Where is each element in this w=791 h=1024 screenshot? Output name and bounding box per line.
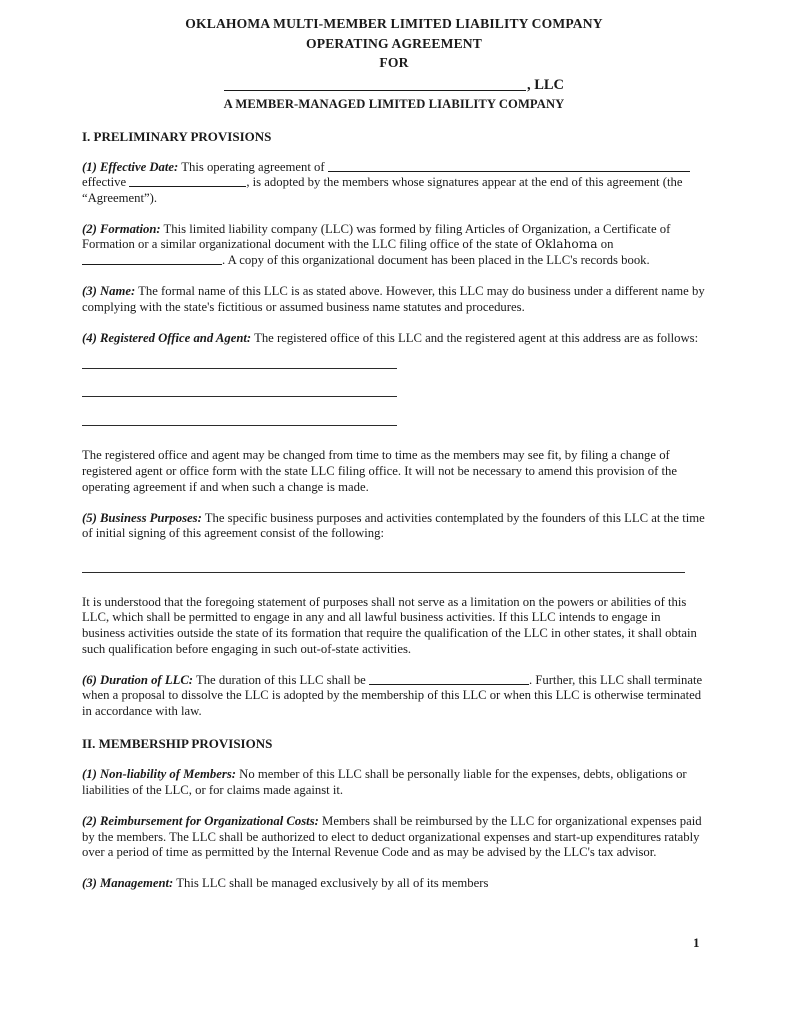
clause-reimbursement-organizational-costs: [82, 814, 706, 861]
clause-text-b: effective: [82, 175, 130, 190]
section-heading-preliminary-provisions: I. PRELIMINARY PROVISIONS: [82, 128, 272, 144]
title-block: [82, 14, 706, 112]
clause-lead-non-liability-of-members: (1) Non-liability of Members:: [82, 767, 236, 782]
spacer: [82, 799, 706, 815]
spacer: [82, 861, 706, 877]
clause-formation: [82, 222, 706, 269]
spacer: [82, 346, 706, 368]
spacer: [82, 206, 706, 222]
spacer: [82, 657, 706, 673]
spacer: [82, 426, 706, 448]
page-number: 1: [693, 935, 700, 950]
clause-text-a: This operating agreement of: [178, 159, 328, 174]
spacer: [82, 397, 706, 425]
company-name-row: [82, 75, 706, 96]
spacer: [82, 315, 706, 331]
clause-text-c: . A copy of this organizational document has been placed in the LLC's records book.: [222, 252, 650, 267]
spacer: [82, 269, 706, 285]
clause-text-a: The duration of this LLC shall be: [193, 672, 369, 687]
clause-text-a: This LLC shall be managed exclusively by all of its members: [173, 876, 489, 891]
clause-registered-office-change-note: The registered office and agent may be changed from time to time as the members may see fit, by filing a change of registered agent or office form with the state LLC filing office. It will not be necessary to amend this provision of the operating agreement if and when such a change is made.: [82, 448, 677, 494]
clause-text-a: The specific business purposes and activities contemplated by the founders of this LLC at the time of initial signing of this agreement consist of the following:: [82, 510, 705, 541]
clause-text-c: . Further, this LLC shall terminate when a proposal to dissolve the LLC is adopted by the membership of this LLC or when this LLC is otherwise terminated in accordance with law.: [82, 672, 703, 718]
clause-effective-date: [82, 160, 706, 207]
clause-lead-management: (3) Management:: [82, 876, 174, 891]
clause-lead-effective-date: (1) Effective Date:: [82, 159, 179, 174]
clause-text-b: on: [597, 237, 614, 252]
effective-date-agreement-blank[interactable]: [328, 160, 690, 172]
clause-lead-duration-of-llc: (6) Duration of LLC:: [82, 672, 194, 687]
clause-name: [82, 284, 706, 315]
duration-blank[interactable]: [369, 673, 529, 685]
spacer: [82, 144, 706, 160]
clause-lead-formation: (2) Formation:: [82, 221, 161, 236]
clause-lead-registered-office-agent: (4) Registered Office and Agent:: [82, 330, 252, 345]
clause-text-a: The registered office of this LLC and the registered agent at this address are as follows:: [251, 330, 699, 345]
document-title-line-3: FOR: [379, 55, 409, 70]
formation-date-blank[interactable]: [82, 253, 222, 265]
spacer: [82, 573, 706, 595]
clause-registered-office-agent: [82, 331, 706, 347]
spacer: [82, 542, 706, 572]
clause-lead-business-purposes: (5) Business Purposes:: [82, 510, 202, 525]
clause-business-purposes-note: It is understood that the foregoing statement of purposes shall not serve as a limitation on the powers or abilities of this LLC, which shall be permitted to engage in any and all lawful business activities. If this LLC intends to engage in business activities outside the state of its formation that require the qualification of the LLC in other states, it shall obtain such qualification before engaging in such out-of-state activities.: [82, 594, 697, 656]
formation-state-name: Oklahoma: [535, 237, 598, 252]
spacer: [82, 752, 706, 768]
clause-lead-name: (3) Name:: [82, 284, 136, 299]
spacer: [82, 495, 706, 511]
clause-business-purposes: [82, 511, 706, 542]
clause-text-a: The formal name of this LLC is as stated above. However, this LLC may do business under a different name by complying with the state's fictitious or assumed business name statutes and procedures.: [82, 284, 705, 314]
clause-text-a: This limited liability company (LLC) was formed by filing Articles of Organization, a Certificate of Formation or a similar organizational document with the LLC filing office of the state of: [82, 221, 671, 252]
document-subtitle: A MEMBER-MANAGED LIMITED LIABILITY COMPANY: [223, 96, 565, 111]
clause-text-a: Members shall be reimbursed by the LLC for organizational expenses paid by the members. The LLC shall be authorized to elect to deduct organizational expenses and start-up expenditures ratably over a period of time as permitted by the Internal Revenue Code and as may be advised by the LLC's tax advisor.: [82, 814, 702, 860]
company-name-suffix: , LLC: [526, 76, 565, 93]
document-title-line-2: OPERATING AGREEMENT: [306, 35, 482, 51]
clause-text-c: , is adopted by the members whose signatures appear at the end of this agreement (the “Agreement”).: [82, 175, 683, 205]
effective-date-blank[interactable]: [129, 175, 246, 187]
clause-management: [82, 876, 706, 892]
document-content: [82, 14, 706, 892]
spacer: [82, 369, 706, 396]
company-name-blank[interactable]: [224, 76, 526, 91]
clause-duration-of-llc: [82, 673, 706, 720]
clause-text-a: No member of this LLC shall be personally liable for the expenses, debts, obligations or liabilities of the LLC, or for claims made against it.: [82, 767, 687, 798]
clause-lead-reimbursement-organizational-costs: (2) Reimbursement for Organizational Costs:: [82, 814, 319, 829]
clause-non-liability-of-members: [82, 767, 706, 798]
document-title-line-1: OKLAHOMA MULTI-MEMBER LIMITED LIABILITY COMPANY: [185, 16, 603, 31]
section-heading-membership-provisions: II. MEMBERSHIP PROVISIONS: [82, 736, 273, 752]
